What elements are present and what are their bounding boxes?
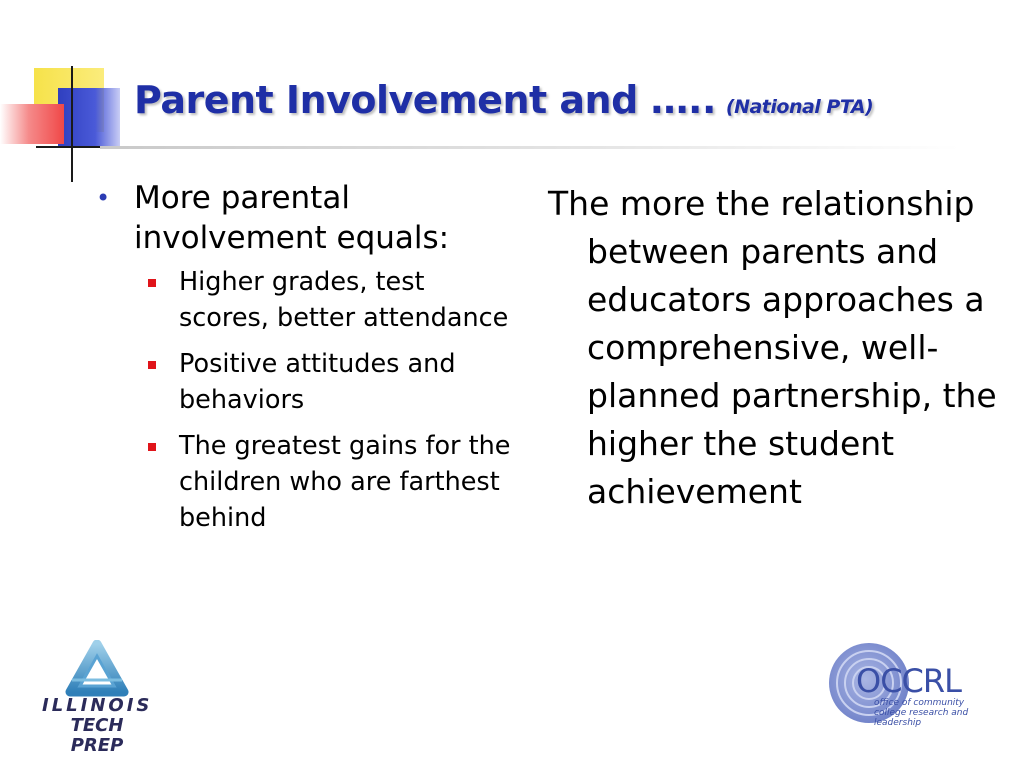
occrl-logo-name: OCCRL: [856, 662, 961, 700]
main-bullet-text: More parental involvement equals:: [134, 180, 450, 256]
slide-title-source: (National PTA): [725, 96, 874, 118]
occrl-logo: [826, 640, 986, 726]
right-column-text: The more the relationship between parents and educators approaches a comprehensive, well-planned partnership, the higher the student achievement: [548, 184, 997, 511]
illinois-tech-prep-logo: [42, 640, 153, 756]
sub-bullet-list: [146, 264, 516, 536]
sub-bullet-text: Positive attitudes and behaviors: [179, 349, 456, 415]
itp-logo-line2: TECH PREP: [70, 715, 124, 756]
square-bullet-icon: [146, 264, 179, 300]
sub-bullet-text: The greatest gains for the children who are farthest behind: [179, 431, 511, 533]
square-bullet-icon: [146, 346, 179, 382]
sub-bullet-text: Higher grades, test scores, better attendance: [179, 267, 509, 333]
list-item: [146, 346, 516, 418]
slide-title-main: Parent Involvement and …..: [134, 78, 716, 122]
occrl-logo-tagline: office of community college research and leadership: [874, 698, 969, 728]
main-bullet: [96, 178, 516, 258]
left-column: [96, 178, 516, 546]
list-item: [146, 428, 516, 536]
decorative-vertical-line: [71, 66, 73, 182]
decorative-red-bar: [0, 104, 64, 144]
square-bullet-icon: [146, 428, 179, 464]
tech-prep-triangle-icon: [42, 640, 152, 698]
list-item: [146, 264, 516, 336]
decorative-horizontal-line: [36, 146, 100, 148]
slide-title: [134, 78, 994, 122]
decorative-blue-square: [58, 88, 120, 146]
title-underline-rule: [100, 146, 960, 149]
itp-logo-line1: ILLINOIS: [42, 695, 153, 716]
round-bullet-icon: •: [96, 184, 111, 212]
